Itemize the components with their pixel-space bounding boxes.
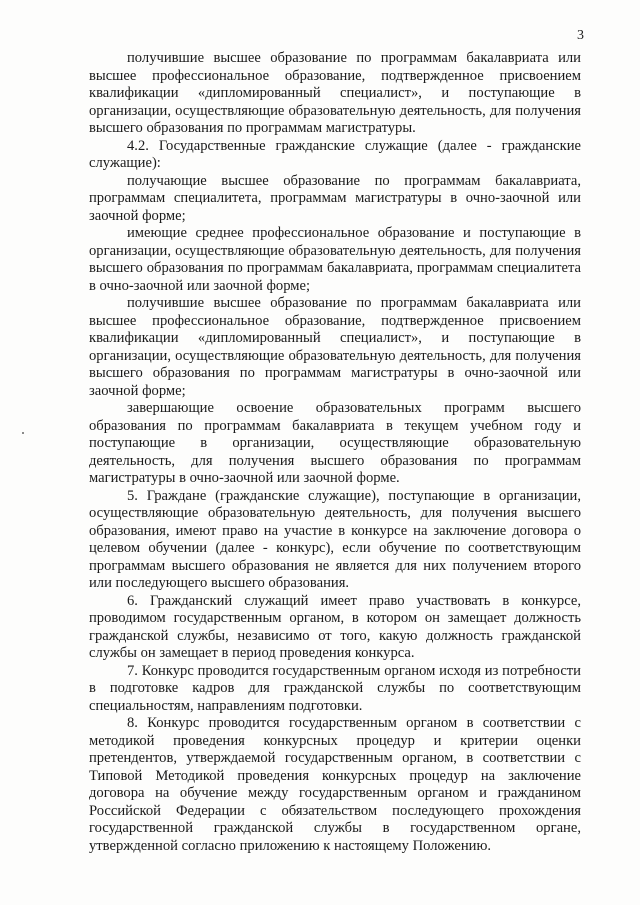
paragraph-7: 7. Конкурс проводится государственным органом исходя из потребности в подготовке кадров для гражданской службы по соответствующим специальностям, направлениям подготовки.: [89, 662, 581, 714]
paragraph-4-2-item-4: завершающие освоение образовательных программ высшего образования по программам бакалавриата в текущем учебном году и поступающие в организации, осуществляющие образовательную деятельность, для получения высшего образования по программам магистратуры в очно-заочной или заочной форме.: [89, 400, 581, 486]
paragraph-4-2-item-2: имеющие среднее профессиональное образование и поступающие в организации, осуществляющие образовательную деятельность, для получения высшего образования по программам бакалавриата, программам специалитета в очно-заочной или заочной форме;: [89, 225, 581, 294]
paragraph-8: 8. Конкурс проводится государственным органом в соответствии с методикой проведения конкурсных процедур и критерии оценки претендентов, утверждаемой государственным органом, в соответствии с Типовой Методикой проведения конкурсных процедур на заключение договора на обучение между государственным органом и гражданином Российской Федерации с обязательством последующего прохождения государственной гражданской службы в государственном органе, утвержденной согласно приложению к настоящему Положению.: [89, 715, 581, 854]
paragraph-5: 5. Граждане (гражданские служащие), поступающие в организации, осуществляющие образовательную деятельность, для получения высшего образования, имеют право на участие в конкурсе на заключение договора о целевом обучении (далее - конкурс), если обучение по соответствующим программам высшего образования не является для них получением второго или последующего высшего образования.: [89, 487, 581, 591]
paragraph-4-2-item-3: получившие высшее образование по программам бакалавриата или высшее профессиональное образование, подтвержденное присвоением квалификации «дипломированный специалист», и поступающие в организации, осуществляющие образовательную деятельность, для получения высшего образования по программам магистратуры в очно-заочной или заочной форме;: [89, 295, 581, 399]
margin-mark: [22, 432, 24, 434]
paragraph-continuation-masters: получившие высшее образование по программам бакалавриата или высшее профессиональное образование, подтвержденное присвоением квалификации «дипломированный специалист», и поступающие в организации, осуществляющие образовательную деятельность, для получения высшего образования по программам магистратуры.: [89, 50, 581, 136]
page-number: 3: [577, 28, 584, 43]
paragraph-6: 6. Гражданский служащий имеет право участвовать в конкурсе, проводимом государственным органом, в котором он замещает должность гражданской службы, независимо от того, какую должность гражданской службы он замещает в период проведения конкурса.: [89, 592, 581, 661]
paragraph-4-2-heading: 4.2. Государственные гражданские служащие (далее - гражданские служащие):: [89, 137, 581, 171]
document-body: [89, 50, 581, 855]
paragraph-4-2-item-1: получающие высшее образование по программам бакалавриата, программам специалитета, программам магистратуры в очно-заочной или заочной форме;: [89, 172, 581, 224]
